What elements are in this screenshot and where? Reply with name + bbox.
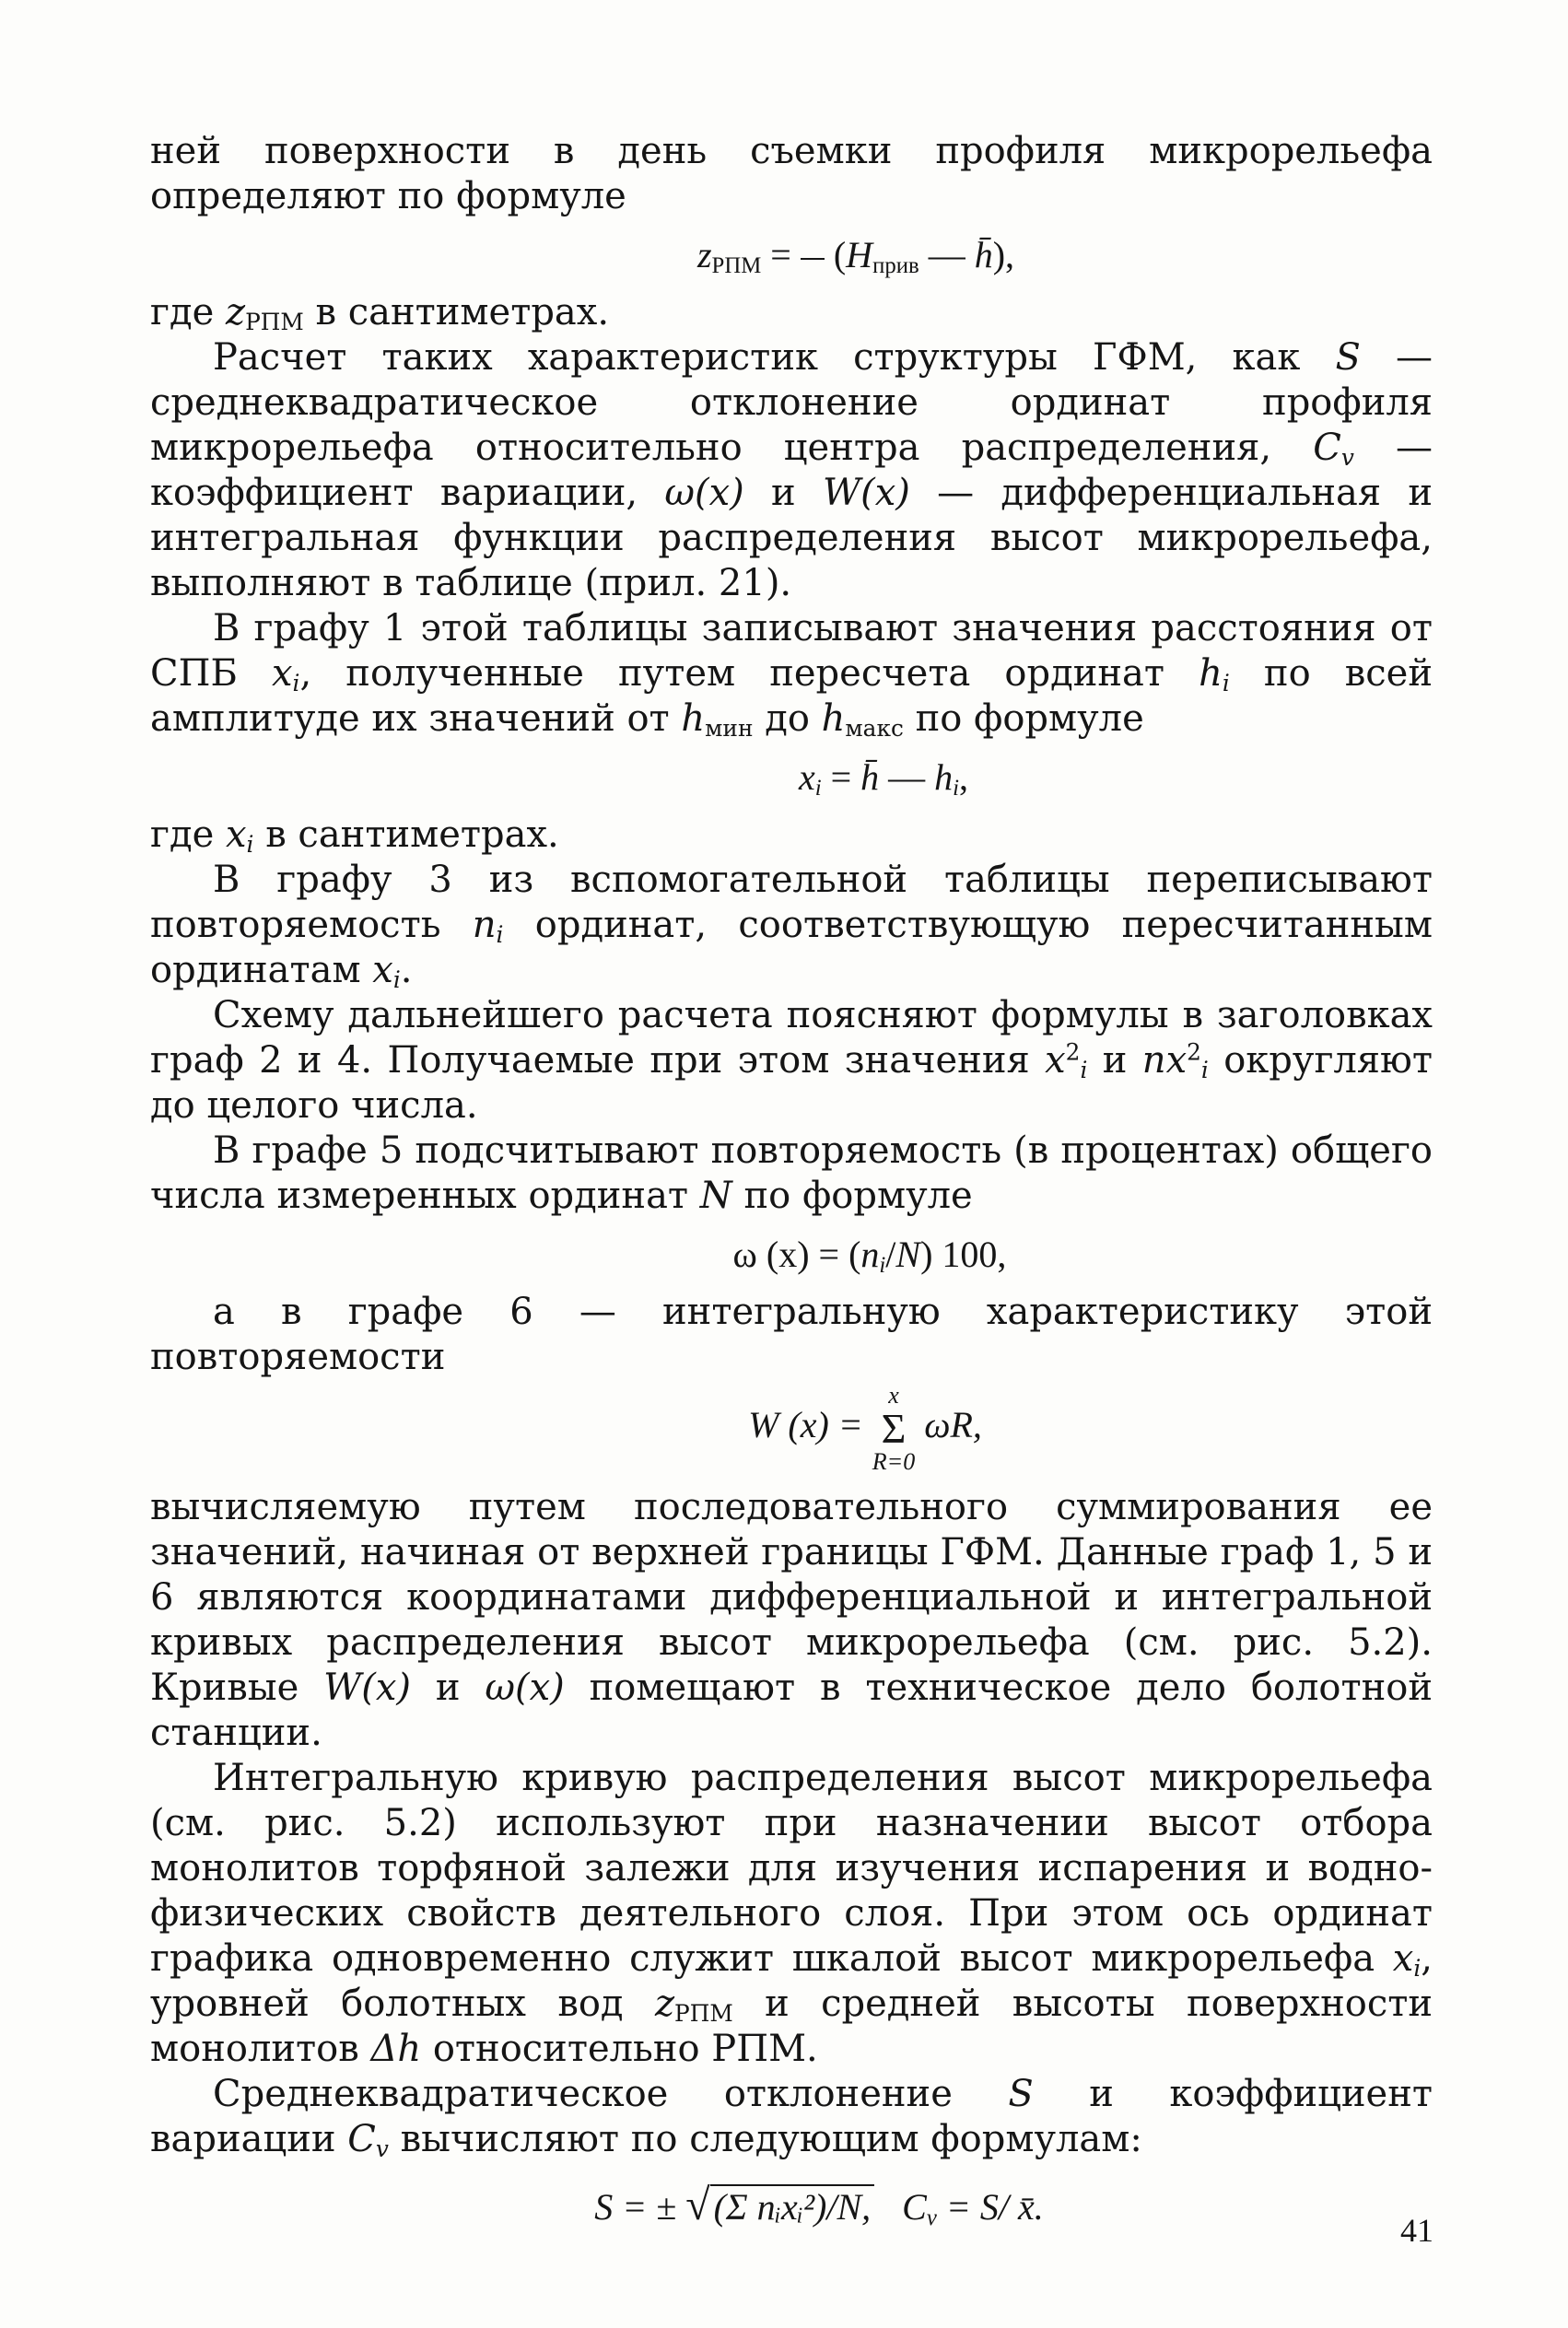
page-number: 41	[1400, 2212, 1433, 2249]
paragraph-9: а в графе 6 — интегральную характеристику этой повторяемости	[150, 1291, 1433, 1378]
paragraph-1: ней поверхности в день съемки профиля микрорельефа определяют по формуле	[150, 130, 1433, 217]
paragraph-6: В графу 3 из вспомогательной таблицы переписывают повторяемость $n_i$ ординат, соответствующую пересчитанным ординатам $x_i$.	[150, 859, 1433, 994]
paragraph-12: Среднеквадратическое отклонение S и коэффициент вариации $C_v$ вычисляют по следующим формулам:	[150, 2073, 1433, 2163]
formula-omega: ω $(x) = (n_i/N)$ 100,	[732, 1234, 1007, 1279]
paragraph-5: где $x_i$ в сантиметрах.	[150, 813, 559, 859]
formula-zrpm: $z_{РПМ} = (H_{прив}$ — h̄),	[696, 234, 1015, 279]
paragraph-8: В графе 5 подсчитывают повторяемость (в процентах) общего числа измеренных ординат N по формуле	[150, 1129, 1433, 1217]
formula-xi: $x_i$ = h̄ — $h_i$,	[798, 756, 969, 801]
paragraph-3: Расчет таких характеристик структуры ГФМ, как S — среднеквадратическое отклонение ординат профиля микрорельефа относительно центра распределения, $C_v$ — коэффициент вариации, ω(x) и W(x) — дифференциальная и интегральная функции распределения высот микрорельефа, выполняют в таблице (прил. 21).	[150, 336, 1433, 604]
paragraph-4: В графу 1 этой таблицы записывают значения расстояния от СПБ $x_i$, полученные путем пересчета ординат $h_i$ по всей амплитуде их значений от $h_{мин}$ до $h_{макс}$ по формуле	[150, 607, 1433, 743]
paragraph-11: Интегральную кривую распределения высот микрорельефа (см. рис. 5.2) используют при назначении высот отбора монолитов торфяной залежи для изучения испарения и водно-физических свойств деятельного слоя. При этом ось ординат графика одновременно служит шкалой высот микрорельефа $x_i$, уровней болотных вод $z_{РПМ}$ и средней высоты поверхности монолитов Δh относительно РПМ.	[150, 1757, 1433, 2070]
formula-W: W (x) = x Σ R=0 ωR,	[748, 1382, 982, 1475]
paragraph-7: Схему дальнейшего расчета поясняют формулы в заголовках граф 2 и 4. Получаемые при этом значения $x^2_i$ и $nx^2_i$ округляют до целого числа.	[150, 994, 1433, 1127]
paragraph-2: где $z_{РПМ}$ в сантиметрах.	[150, 291, 610, 336]
paragraph-10: вычисляемую путем последовательного суммирования ее значений, начиная от верхней границы ГФМ. Данные граф 1, 5 и 6 являются координатами дифференциальной и интегральной кривых распределения высот микрорельефа (см. рис. 5.2). Кривые W(x) и ω(x) помещают в техническое дело болотной станции.	[150, 1486, 1433, 1754]
summation-sign: x Σ R=0	[872, 1382, 916, 1475]
body-text	[150, 129, 1433, 2242]
formula-S-Cv: S = ± √ (Σ nᵢxᵢ²)/N, $C_v = S/$ x̄.	[594, 2181, 1044, 2231]
